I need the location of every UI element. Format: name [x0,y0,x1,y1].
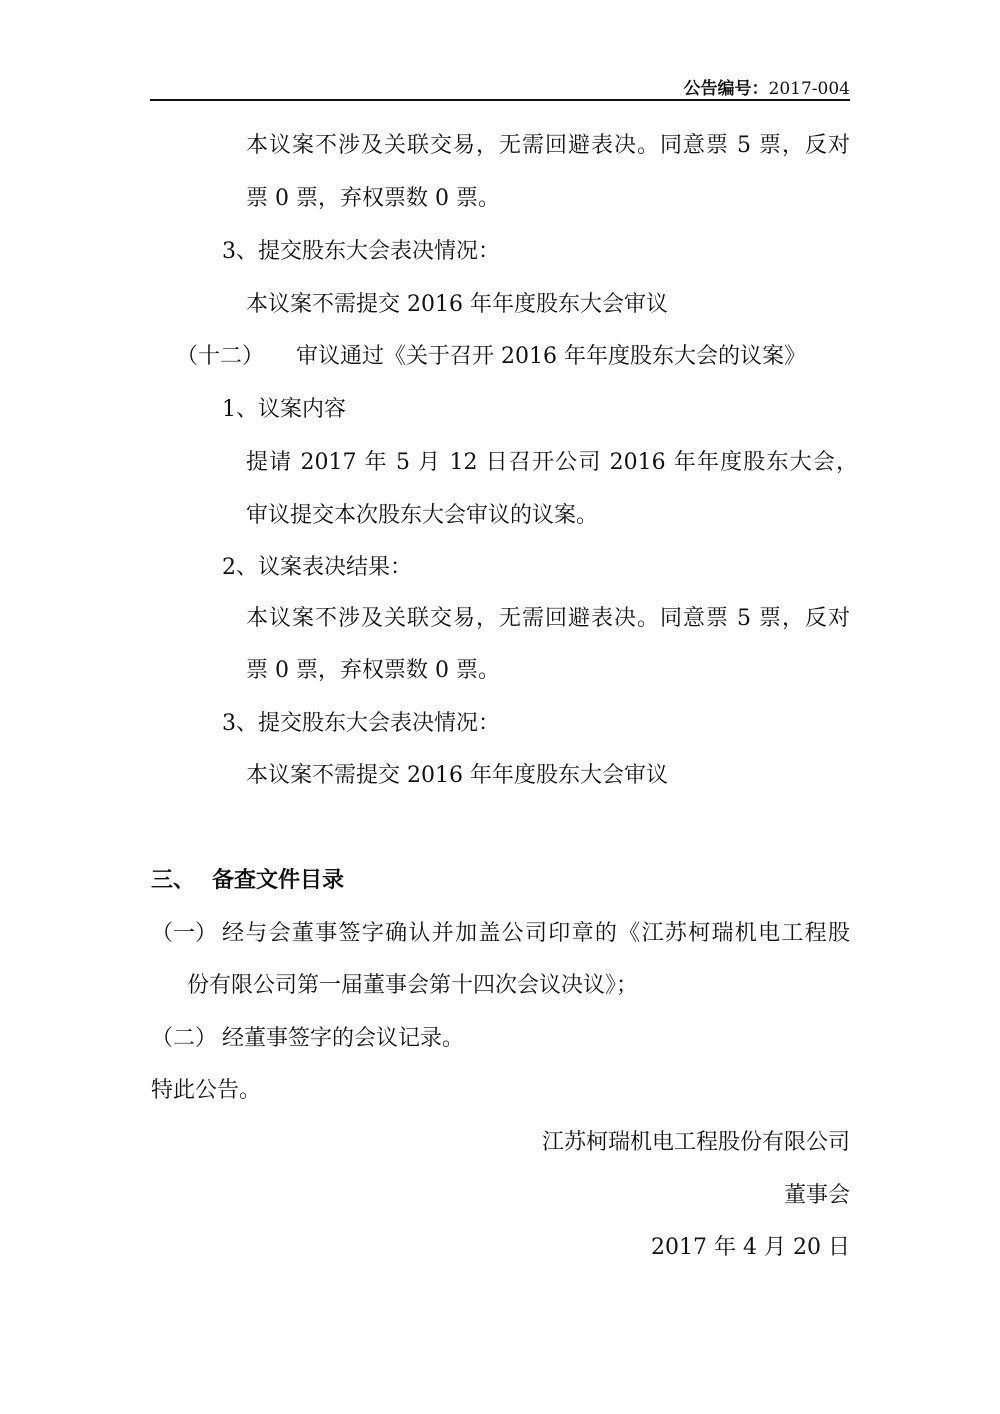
item11-submit-label: 3、提交股东大会表决情况： [222,239,500,264]
item12-content-line1: 提请 2017 年 5 月 12 日召开公司 2016 年年度股东大会， [246,450,858,475]
doc1-line1: 经与会董事签字确认并加盖公司印章的《江苏柯瑞机电工程股 [222,921,850,946]
item12-vote-line1: 本议案不涉及关联交易，无需回避表决。同意票 5 票，反对 [246,606,850,631]
doc1-line2: 份有限公司第一届董事会第十四次会议决议》； [187,973,639,998]
signature-company: 江苏柯瑞机电工程股份有限公司 [541,1130,850,1155]
announcement-number-value: 2017-004 [768,79,850,99]
announcement-number-label: 公告编号： [683,79,769,99]
announcement-number [684,74,850,99]
signature-board: 董事会 [783,1183,850,1208]
item12-content-line2: 审议提交本次股东大会审议的议案。 [246,503,599,528]
doc1-number: （一） [151,921,218,946]
closing-statement: 特此公告。 [151,1078,262,1103]
doc2-number: （二） [151,1026,218,1051]
section3-number: 三、 [151,868,196,893]
item12-title: 审议通过《关于召开 2016 年年度股东大会的议案》 [296,344,806,369]
item12-submit-text: 本议案不需提交 2016 年年度股东大会审议 [246,763,668,788]
item12-content-label: 1、议案内容 [222,397,346,422]
item12-submit-label: 3、提交股东大会表决情况： [222,711,500,736]
doc2-text: 经董事签字的会议记录。 [222,1026,465,1051]
header-divider [150,99,850,101]
item11-vote-line1: 本议案不涉及关联交易，无需回避表决。同意票 5 票，反对 [246,133,850,158]
signature-date: 2017 年 4 月 20 日 [651,1235,850,1260]
item12-result-label: 2、议案表决结果： [222,555,412,580]
section3-title: 备查文件目录 [212,868,345,893]
item11-vote-line2: 票 0 票，弃权票数 0 票。 [246,186,500,211]
item12-number: （十二） [176,344,265,369]
item11-submit-text: 本议案不需提交 2016 年年度股东大会审议 [246,292,668,317]
item12-vote-line2: 票 0 票，弃权票数 0 票。 [246,658,500,683]
